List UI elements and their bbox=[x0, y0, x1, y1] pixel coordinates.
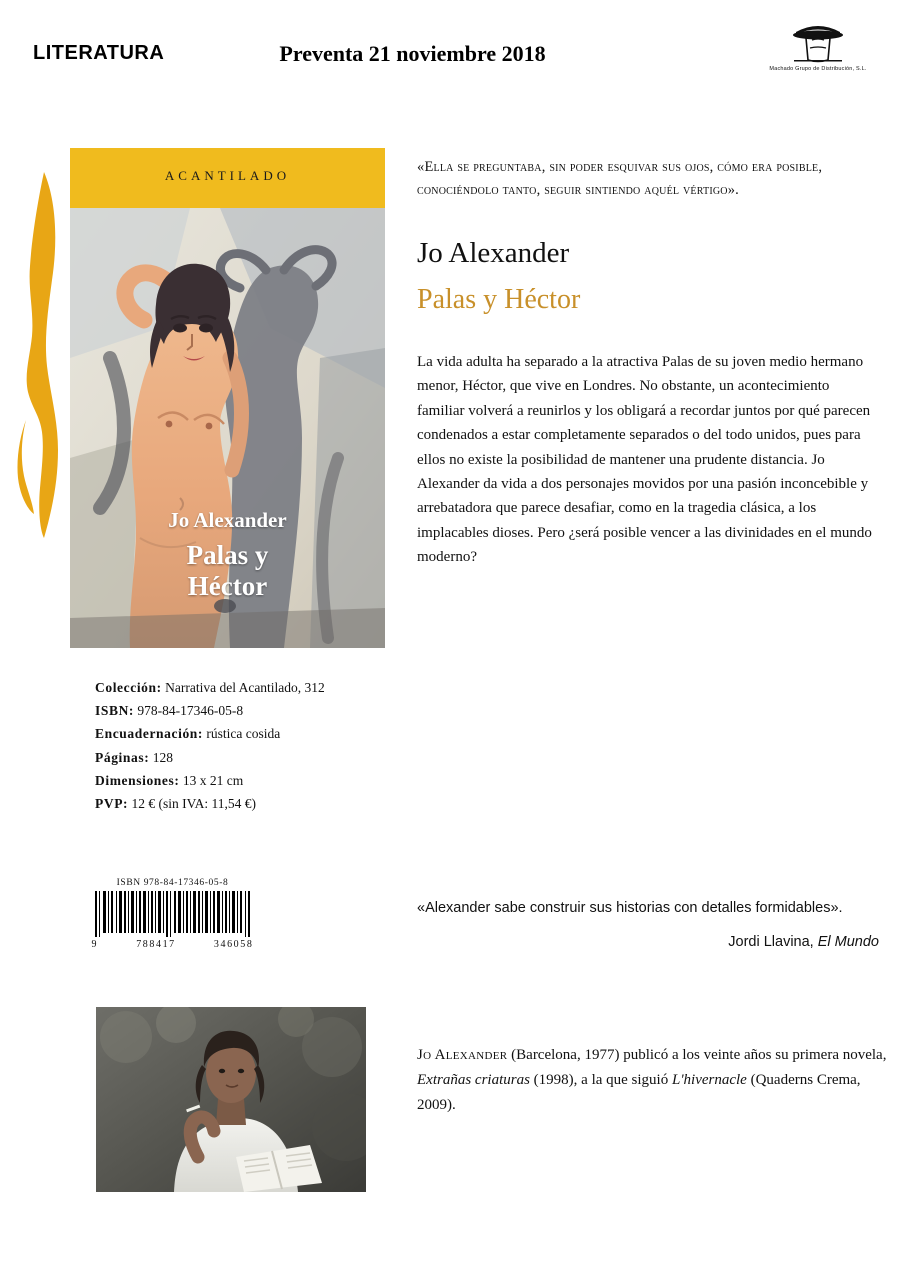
detail-row bbox=[95, 676, 415, 699]
detail-row bbox=[95, 792, 415, 815]
press-reviewer: Jordi Llavina, bbox=[728, 934, 818, 951]
author-name: Jo Alexander bbox=[417, 236, 570, 269]
bio-text-3: (Quaderns Crema, 2009). bbox=[417, 1072, 861, 1114]
detail-row bbox=[95, 769, 415, 792]
cover-title-line2: Héctor bbox=[187, 571, 268, 602]
barcode-digits bbox=[92, 939, 254, 950]
detail-value: rústica cosida bbox=[206, 726, 281, 742]
detail-row bbox=[95, 746, 415, 769]
bio-author-name: Jo Alexander bbox=[417, 1047, 508, 1063]
barcode-block bbox=[85, 878, 260, 950]
hat-figure-icon bbox=[786, 18, 850, 64]
page-header bbox=[0, 0, 905, 100]
book-info-column bbox=[417, 156, 877, 570]
cover-title-line1: Palas y bbox=[186, 540, 269, 570]
detail-label: Páginas: bbox=[95, 749, 150, 765]
publisher-logo bbox=[769, 18, 867, 72]
detail-value: 128 bbox=[152, 749, 173, 765]
highlight-quote: «Ella se preguntaba, sin poder esquivar sus ojos, cómo era posible, conociéndolo tanto, seguir sintiendo aquél vértigo». bbox=[417, 159, 823, 198]
barcode-isbn-text bbox=[85, 878, 260, 888]
barcode-digit-group1: 788417 bbox=[136, 939, 176, 950]
detail-label: PVP: bbox=[95, 796, 129, 812]
detail-value: 13 x 21 cm bbox=[182, 772, 244, 788]
bio-work-1: Extrañas criaturas bbox=[417, 1072, 530, 1089]
barcode-digit-group2: 346058 bbox=[213, 939, 254, 950]
book-cover bbox=[70, 148, 385, 648]
bio-work-2: L'hivernacle bbox=[671, 1072, 747, 1089]
detail-row bbox=[95, 722, 415, 745]
cover-imprint: ACANTILADO bbox=[164, 168, 291, 183]
press-quote: «Alexander sabe construir sus historias con detalles formidables». bbox=[417, 900, 843, 916]
category-label: LITERATURA bbox=[33, 42, 165, 64]
technical-details bbox=[95, 676, 415, 815]
detail-value: 978-84-17346-05-8 bbox=[137, 703, 244, 719]
barcode-digit-left: 9 bbox=[91, 939, 99, 950]
detail-label: Colección: bbox=[95, 680, 162, 695]
detail-label: Encuadernación: bbox=[95, 726, 204, 742]
barcode-isbn-prefix: ISBN bbox=[116, 878, 141, 888]
publisher-name: Machado Grupo de Distribución, S.L. bbox=[769, 66, 867, 72]
detail-value: Narrativa del Acantilado, 312 bbox=[165, 680, 325, 695]
cover-title bbox=[70, 540, 385, 602]
cover-author: Jo Alexander bbox=[168, 508, 287, 532]
bio-text-1: (Barcelona, 1977) publicó a los veinte años su primera novela, bbox=[507, 1047, 887, 1063]
press-outlet: El Mundo bbox=[817, 934, 879, 951]
bio-text-2: (1998), a la que siguió bbox=[529, 1072, 672, 1089]
detail-label: ISBN: bbox=[95, 703, 135, 719]
author-photo bbox=[96, 1007, 366, 1192]
synopsis-text: La vida adulta ha separado a la atractiva Palas de su joven medio hermano menor, Héctor, que vive en Londres. No obstante, un acontecimiento familiar volverá a reunirlos y los obligará a recordar juntos por qué parecen condenados a estar completamente separados o del todo unidos, pues para ellos no existe la posibilidad de mantener una prudente distancia. Jo Alexander da vida a dos personajes movidos por una pasión inconcebible y arrebatadora que parece desafiar, como en la tragedia clásica, a los implacables dioses. Pero ¿será posible vencer a las divinidades en el mundo moderno? bbox=[417, 353, 872, 566]
detail-value: 12 € (sin IVA: 11,54 €) bbox=[131, 796, 257, 812]
barcode-isbn-number: 978-84-17346-05-8 bbox=[143, 878, 229, 888]
barcode-bars-icon bbox=[93, 891, 253, 937]
detail-row bbox=[95, 699, 415, 722]
press-quote-block bbox=[417, 897, 879, 954]
presale-date: Preventa 21 noviembre 2018 bbox=[279, 41, 546, 66]
decorative-figure-icon bbox=[14, 170, 70, 540]
detail-label: Dimensiones: bbox=[95, 772, 180, 788]
book-title: Palas y Héctor bbox=[417, 283, 581, 315]
press-source bbox=[417, 931, 879, 953]
author-bio bbox=[417, 1043, 887, 1119]
